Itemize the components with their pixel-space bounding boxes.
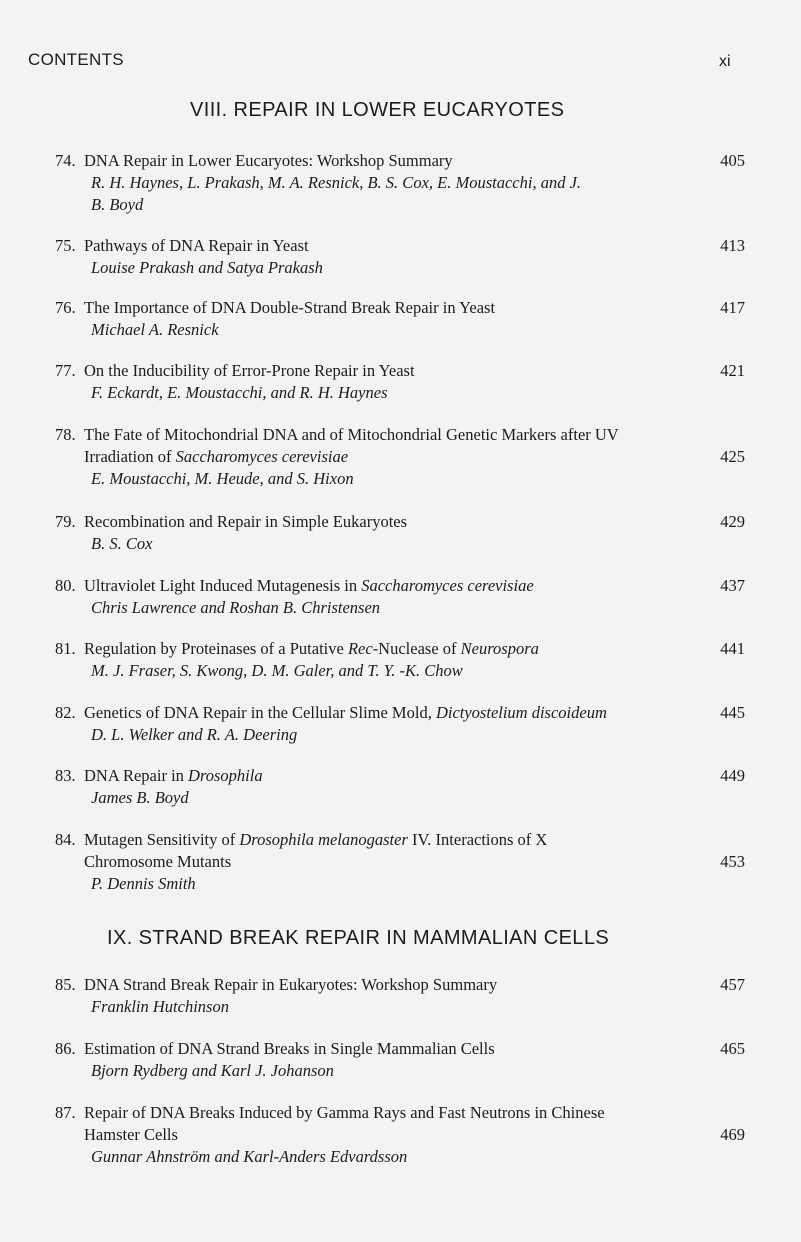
entry-title: DNA Repair in Lower Eucaryotes: Workshop Summary [84,151,453,170]
toc-entry [55,575,745,619]
entry-title: Mutagen Sensitivity of Drosophila melanogaster IV. Interactions of X [84,830,548,849]
entry-page: 449 [720,766,745,785]
toc-entry [55,424,745,490]
entry-authors: James B. Boyd [91,788,189,807]
entry-number: 80. [55,576,76,595]
entry-title: Regulation by Proteinases of a Putative Rec-Nuclease of Neurospora [84,639,539,658]
entry-title: Chromosome Mutants [84,852,232,871]
entry-authors: Michael A. Resnick [91,320,219,339]
toc-entry [55,829,745,895]
entry-authors: R. H. Haynes, L. Prakash, M. A. Resnick, B. S. Cox, E. Moustacchi, and J. [91,173,582,192]
entry-page: 417 [720,298,745,317]
entry-number: 76. [55,298,76,317]
entry-title: Recombination and Repair in Simple Eukaryotes [84,512,408,531]
entry-authors: Gunnar Ahnström and Karl-Anders Edvardsson [91,1147,408,1166]
entry-authors: Franklin Hutchinson [91,997,229,1016]
entry-number: 85. [55,975,76,994]
entry-title: Repair of DNA Breaks Induced by Gamma Rays and Fast Neutrons in Chinese [84,1103,605,1122]
entry-title: On the Inducibility of Error-Prone Repair in Yeast [84,361,415,380]
entry-title: Estimation of DNA Strand Breaks in Single Mammalian Cells [84,1039,495,1058]
entry-number: 83. [55,766,76,785]
entry-number: 79. [55,512,76,531]
page-number: xi [719,53,731,70]
toc-entry [55,511,745,555]
entry-page: 445 [720,703,745,722]
entry-number: 75. [55,236,76,255]
running-head: CONTENTS [28,50,124,69]
entry-page: 469 [720,1125,745,1144]
toc-entry [55,974,745,1018]
entry-title: Ultraviolet Light Induced Mutagenesis in Saccharomyces cerevisiae [84,576,534,595]
entry-title: DNA Strand Break Repair in Eukaryotes: Workshop Summary [84,975,498,994]
entry-page: 441 [720,639,745,658]
entry-page: 437 [720,576,745,595]
entry-authors: B. S. Cox [91,534,153,553]
entry-number: 81. [55,639,76,658]
entry-authors: Bjorn Rydberg and Karl J. Johanson [91,1061,334,1080]
entry-page: 453 [720,852,745,871]
toc-entry [55,1102,745,1168]
entry-number: 86. [55,1039,76,1058]
entry-title: Irradiation of Saccharomyces cerevisiae [84,447,349,466]
toc-entry [55,360,745,404]
entry-authors: B. Boyd [91,195,144,214]
entry-number: 77. [55,361,76,380]
entry-page: 425 [720,447,745,466]
entry-title: DNA Repair in Drosophila [84,766,263,785]
entry-title: The Importance of DNA Double-Strand Break Repair in Yeast [84,298,496,317]
entry-page: 429 [720,512,745,531]
entry-authors: Chris Lawrence and Roshan B. Christensen [91,598,381,617]
toc-entry [55,702,745,746]
entry-title: Hamster Cells [84,1125,178,1144]
entry-page: 405 [720,151,745,170]
toc-entry [55,765,745,809]
entry-authors: D. L. Welker and R. A. Deering [91,725,298,744]
toc-entry [55,235,745,279]
entry-number: 78. [55,425,76,444]
entry-title: Pathways of DNA Repair in Yeast [84,236,309,255]
toc-entry [55,297,745,341]
entry-number: 87. [55,1103,76,1122]
entry-page: 413 [720,236,745,255]
toc-entry [55,1038,745,1082]
entry-authors: F. Eckardt, E. Moustacchi, and R. H. Haynes [91,383,388,402]
entry-authors: P. Dennis Smith [91,874,196,893]
entry-authors: Louise Prakash and Satya Prakash [91,258,323,277]
entry-authors: M. J. Fraser, S. Kwong, D. M. Galer, and T. Y. -K. Chow [91,661,463,680]
toc-entry [55,638,745,682]
entry-page: 457 [720,975,745,994]
entry-number: 82. [55,703,76,722]
entry-number: 84. [55,830,76,849]
entry-title: Genetics of DNA Repair in the Cellular Slime Mold, Dictyostelium discoideum [84,703,607,722]
section-heading: VIII. REPAIR IN LOWER EUCARYOTES [190,99,565,121]
entry-page: 465 [720,1039,745,1058]
entry-page: 421 [720,361,745,380]
entry-authors: E. Moustacchi, M. Heude, and S. Hixon [91,469,354,488]
entry-title: The Fate of Mitochondrial DNA and of Mitochondrial Genetic Markers after UV [84,425,619,444]
toc-entry [55,150,745,216]
section-heading: IX. STRAND BREAK REPAIR IN MAMMALIAN CELLS [107,927,610,949]
entry-number: 74. [55,151,76,170]
